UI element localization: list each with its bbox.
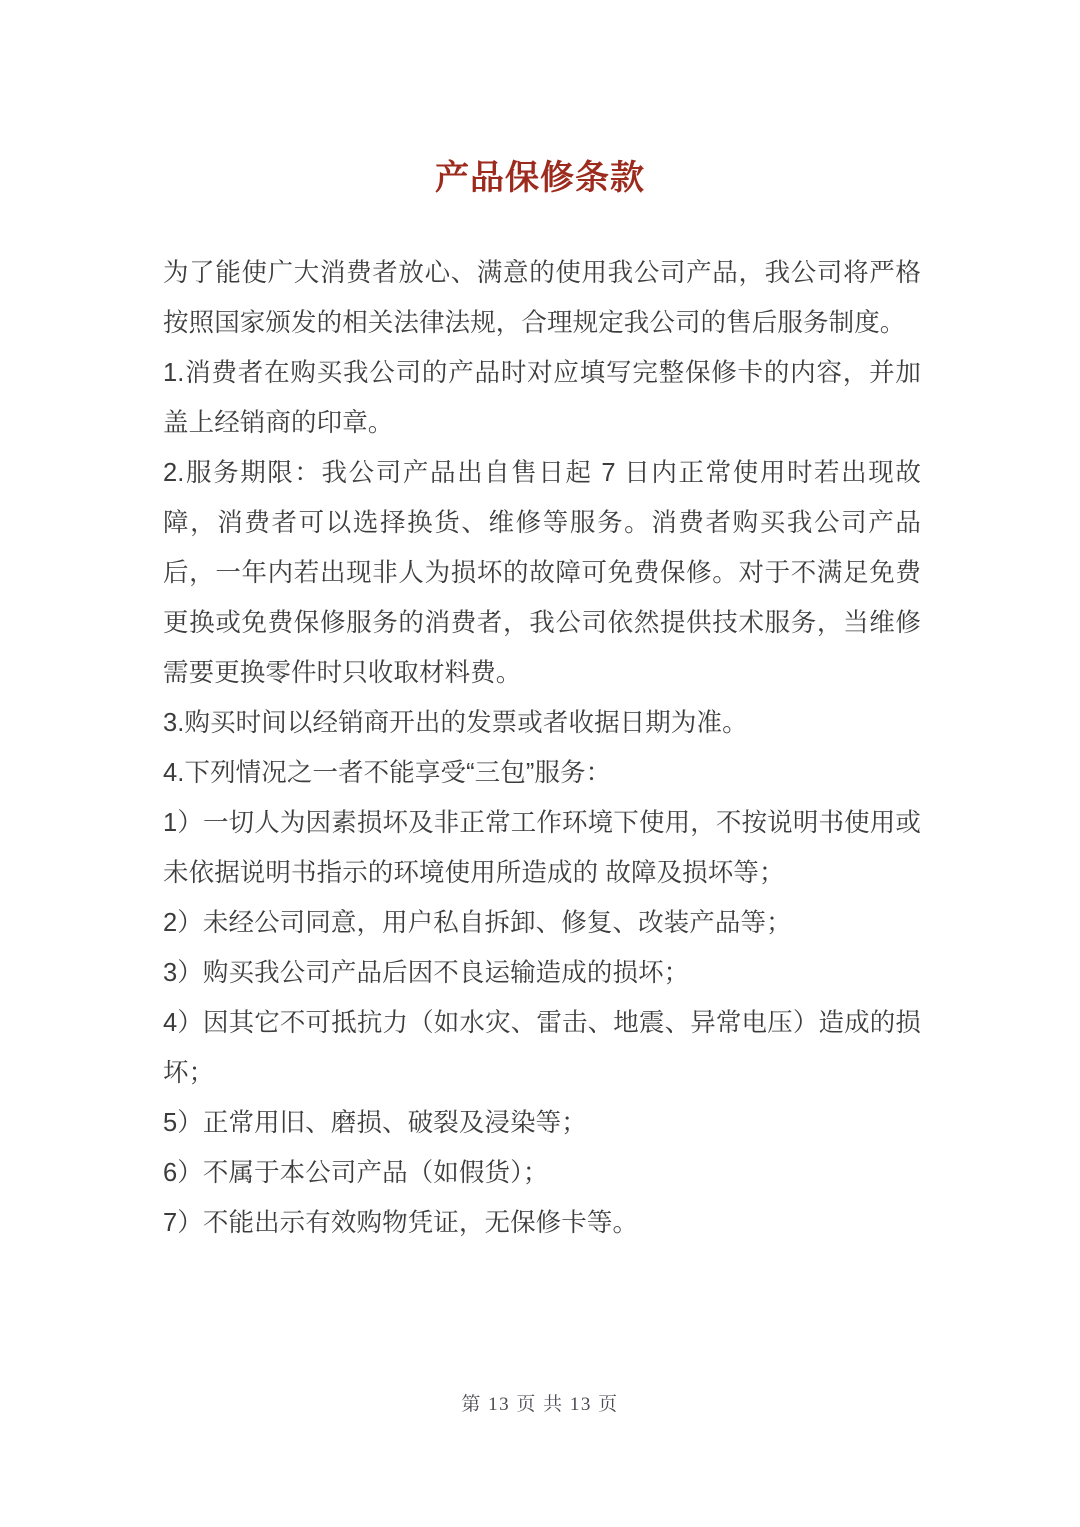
page-number-footer: 第 13 页 共 13 页: [461, 1394, 619, 1415]
paragraph-clause-3: 3.购买时间以经销商开出的发票或者收据日期为准。: [163, 709, 748, 737]
paragraph-exclusion-5: 5）正常用旧、磨损、破裂及浸染等；: [163, 1109, 587, 1137]
page-title: 产品保修条款: [435, 158, 645, 197]
paragraph-intro: 为了能使广大消费者放心、满意的使用我公司产品，我公司将严格按照国家颁发的相关法律法规，合理规定我公司的售后服务制度。: [163, 259, 921, 337]
paragraph-exclusion-2: 2）未经公司同意，用户私自拆卸、修复、改装产品等；: [163, 909, 792, 937]
paragraph-exclusion-6: 6）不属于本公司产品（如假货）；: [163, 1159, 549, 1187]
document-body: [163, 248, 921, 1248]
paragraph-clause-2: 2.服务期限：我公司产品出自售日起 7 日内正常使用时若出现故障，消费者可以选择换货、维修等服务。消费者购买我公司产品后，一年内若出现非人为损坏的故障可免费保修。对于不满足免费更换或免费保修服务的消费者，我公司依然提供技术服务，当维修需要更换零件时只收取材料费。: [163, 459, 921, 687]
paragraph-clause-1: 1.消费者在购买我公司的产品时对应填写完整保修卡的内容，并加盖上经销商的印章。: [163, 359, 921, 437]
paragraph-clause-4: 4.下列情况之一者不能享受“三包”服务：: [163, 759, 612, 787]
paragraph-exclusion-7: 7）不能出示有效购物凭证，无保修卡等。: [163, 1209, 639, 1237]
paragraph-exclusion-1: 1）一切人为因素损坏及非正常工作环境下使用，不按说明书使用或未依据说明书指示的环境使用所造成的 故障及损坏等；: [163, 809, 921, 887]
paragraph-exclusion-3: 3）购买我公司产品后因不良运输造成的损坏；: [163, 959, 690, 987]
paragraph-exclusion-4: 4）因其它不可抵抗力（如水灾、雷击、地震、异常电压）造成的损坏；: [163, 1009, 921, 1087]
